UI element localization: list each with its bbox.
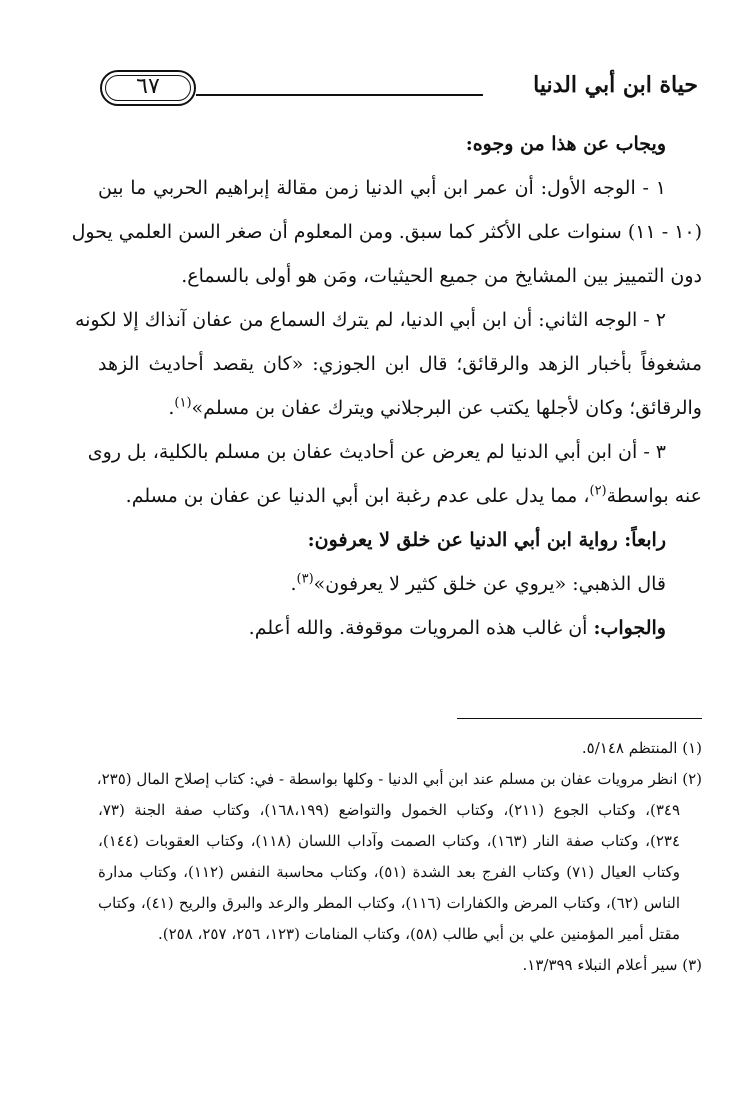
answer-line [98, 606, 702, 650]
footnote-ref-3[interactable]: (٣) [296, 571, 314, 587]
dhahabi-quote-text: قال الذهبي: «يروي عن خلق كثير لا يعرفون» [313, 573, 666, 595]
footnote-2-line-4: وكتاب العيال (٧١) وكتاب الفرج بعد الشدة (٥١)، وكتاب محاسبة النفس (١١٢)، وكتاب مدارة [98, 863, 680, 881]
point-1-line-3: دون التمييز بين المشايخ من جميع الحيثيات، ومَن هو أولى بالسماع. [181, 265, 702, 287]
footnote-2-line-6: مقتل أمير المؤمنين علي بن أبي طالب (٥٨)، وكتاب المنامات (١٢٣، ٢٥٦، ٢٥٧، ٢٥٨). [157, 925, 680, 943]
dhahabi-quote-end: . [290, 573, 297, 595]
footnote-1: (١) المنتظم ٥/١٤٨. [581, 739, 702, 757]
point-2-line-1: ٢ - الوجه الثاني: أن ابن أبي الدنيا، لم يترك السماع من عفان آنذاك إلا لكونه [74, 309, 666, 331]
footnote-separator [457, 718, 702, 719]
point-2-line-2: مشغوفاً بأخبار الزهد والرقائق؛ قال ابن الجوزي: «كان يقصد أحاديث الزهد [98, 353, 702, 375]
point-3-line-1: ٣ - أن ابن أبي الدنيا لم يعرض عن أحاديث عفان بن مسلم بالكلية، بل روى [87, 441, 666, 463]
section-heading: رابعاً: رواية ابن أبي الدنيا عن خلق لا يعرفون: [307, 529, 666, 551]
main-text [71, 122, 702, 650]
footnote-2-line-1: (٢) انظر مرويات عفان بن مسلم عند ابن أبي الدنيا - وكلها بواسطة - في: كتاب إصلاح المال (٢٣٥، [96, 770, 702, 788]
point-1-line-1: ١ - الوجه الأول: أن عمر ابن أبي الدنيا زمن مقالة إبراهيم الحربي ما بين [98, 177, 666, 199]
footnote-2-line-5: الناس (٦٢)، وكتاب المرض والكفارات (١١٦)، وكتاب المطر والرعد والبرق والريح (٤١)، وكتاب [98, 894, 680, 912]
footnote-ref-2[interactable]: (٢) [589, 483, 607, 499]
answer-label: والجواب: [593, 617, 666, 639]
point-2-line-3-text: والرقائق؛ وكان لأجلها يكتب عن البرجلاني ويترك عفان بن مسلم» [191, 397, 702, 419]
answer-text: أن غالب هذه المرويات موقوفة. والله أعلم. [248, 617, 594, 639]
point-2-line-3 [98, 386, 702, 430]
footnote-ref-1[interactable]: (١) [174, 395, 192, 411]
point-3-line-2 [98, 474, 702, 518]
running-title: حياة ابن أبي الدنيا [533, 72, 698, 98]
footnote-2-line-3: ٢٣٤)، وكتاب صفة النار (١٦٣)، وكتاب الصمت وآداب اللسان (١١٨)، وكتاب العقوبات (١٤٤)، [98, 832, 681, 850]
point-2-end: . [168, 397, 175, 419]
footnote-2-line-2: ٣٤٩)، وكتاب الجوع (٢١١)، وكتاب الخمول والتواضع (١٦٨،١٩٩)، وكتاب صفة الجنة (٧٣، [98, 801, 681, 819]
point-1-line-2: (١٠ - ١١) سنوات على الأكثر كما سبق. ومن المعلوم أن صغر السن العلمي يحول [71, 221, 702, 243]
header-rule [196, 94, 483, 96]
footnote-3: (٣) سير أعلام النبلاء ١٣/٣٩٩. [522, 956, 702, 974]
footnotes [98, 733, 702, 981]
page-number: ٦٧ [136, 74, 160, 99]
point-3-line-2-rest: ، مما يدل على عدم رغبة ابن أبي الدنيا عن عفان بن مسلم. [125, 485, 590, 507]
intro-line: ويجاب عن هذا من وجوه: [465, 133, 666, 155]
page-header [100, 70, 698, 110]
point-3-line-2-text: عنه بواسطة [606, 485, 702, 507]
dhahabi-quote [98, 562, 702, 606]
